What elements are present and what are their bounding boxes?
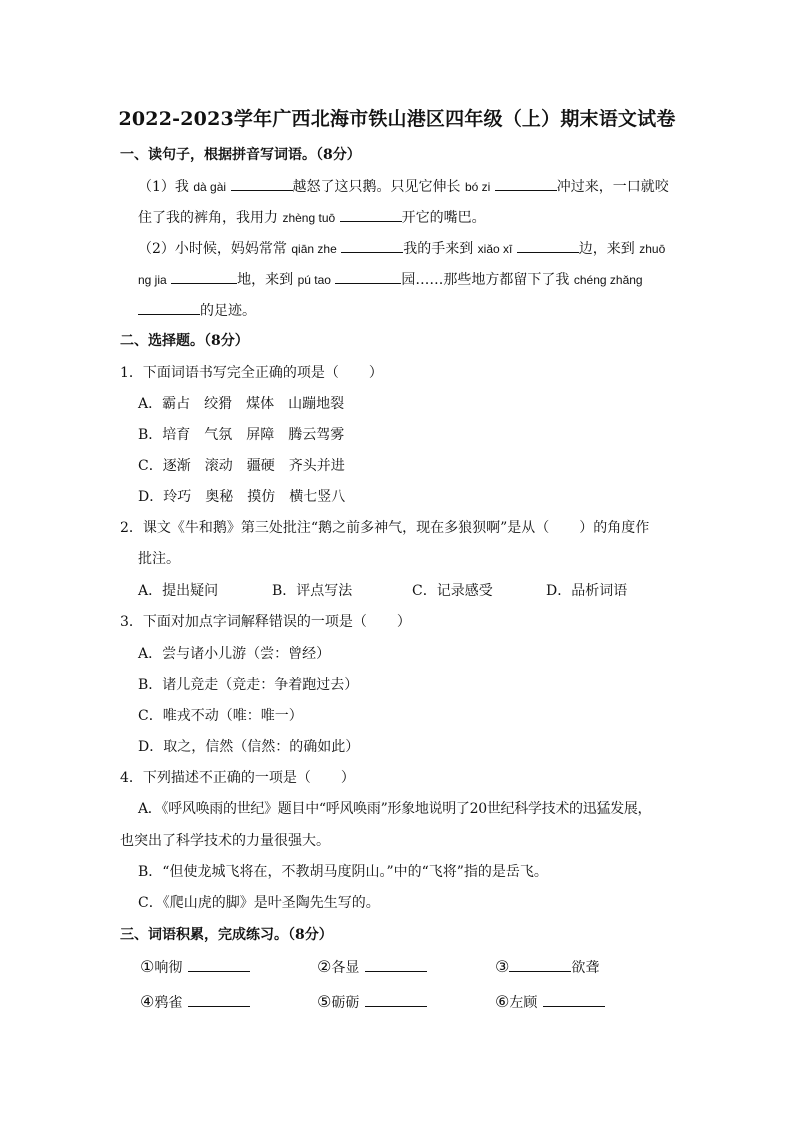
answer-blank[interactable]	[543, 993, 605, 1007]
pinyin: bó zi	[464, 180, 491, 194]
answer-blank[interactable]	[495, 177, 557, 191]
text: 园……那些地方都留下了我	[401, 272, 570, 288]
answer-blank[interactable]	[171, 270, 237, 284]
item-text: 各显	[331, 960, 360, 976]
q2-option-d: D．品析词语	[546, 583, 628, 599]
answer-blank[interactable]	[509, 958, 571, 972]
pinyin: zhèng tuō	[282, 211, 336, 225]
item-text: 砺砺	[331, 995, 360, 1011]
pinyin: dà gài	[193, 180, 227, 194]
item-text: 响彻	[154, 960, 183, 976]
question-text: ）的角度作	[579, 520, 650, 536]
q2-option-b: B．评点写法	[272, 583, 353, 599]
question-text: 2．课文《牛和鹅》第三处批注“鹅之前多神气，现在多狼狈啊”是从（	[120, 520, 550, 536]
q3-option-c: C．唯戎不动（唯：唯一）	[138, 708, 303, 724]
s1-line-5	[138, 301, 256, 320]
question-text: ）	[368, 365, 383, 381]
question-text: 4．下列描述不正确的一项是（	[120, 770, 311, 786]
idiom-item-5	[317, 993, 427, 1012]
answer-blank[interactable]	[188, 958, 250, 972]
q4-option-c: C．《爬山虎的脚》是叶圣陶先生写的。	[138, 895, 380, 911]
q4-option-a-line-1: A．《呼风唤雨的世纪》题目中“呼风唤雨”形象地说明了20世纪科学技术的迅猛发展，	[138, 801, 652, 817]
s1-line-3	[138, 239, 665, 258]
text: 开它的嘴巴。	[401, 210, 486, 226]
item-number: ⑤	[317, 992, 332, 1011]
s1-line-2	[138, 208, 486, 227]
answer-blank[interactable]	[335, 270, 401, 284]
text: （2）小时候，妈妈常常	[138, 241, 287, 257]
q2-option-a: A．提出疑问	[138, 583, 219, 599]
item-text: 左顾	[509, 995, 538, 1011]
question-text: 1．下面词语书写完全正确的项是（	[120, 365, 339, 381]
item-number: ③	[495, 957, 510, 976]
text: （1）我	[138, 179, 189, 195]
question-text: ）	[340, 770, 355, 786]
question-4	[120, 769, 355, 787]
item-number: ④	[140, 992, 155, 1011]
text: 住了我的裤角，我用力	[138, 210, 278, 226]
text: 边，来到	[578, 241, 635, 257]
q1-option-b: B．培育 气氛 屏障 腾云驾雾	[138, 427, 345, 443]
idiom-item-6	[495, 993, 605, 1012]
text: 冲过来，一口就咬	[556, 179, 669, 195]
pinyin: zhuō	[639, 242, 666, 256]
question-text: 3．下面对加点字词解释错误的一项是（	[120, 614, 367, 630]
answer-blank[interactable]	[365, 958, 427, 972]
idiom-item-1	[140, 958, 250, 977]
q1-option-a: A．霸占 绞猾 煤体 山蹦地裂	[138, 396, 345, 412]
question-3	[120, 613, 411, 631]
text: 的足迹。	[200, 303, 256, 319]
answer-blank[interactable]	[340, 208, 402, 222]
pinyin: xiǎo xī	[477, 242, 513, 256]
question-1	[120, 364, 383, 382]
idiom-item-2	[317, 958, 427, 977]
pinyin: ng jia	[138, 273, 167, 287]
pinyin: chéng zhǎng	[573, 273, 643, 287]
s1-line-1	[138, 177, 669, 196]
item-number: ①	[140, 957, 155, 976]
answer-blank[interactable]	[231, 177, 293, 191]
pinyin: qiān zhe	[291, 242, 337, 256]
answer-blank[interactable]	[341, 239, 403, 253]
text: 越怒了这只鹅。只见它伸长	[292, 179, 461, 195]
q3-option-a: A．尝与诸小儿游（尝：曾经）	[138, 646, 331, 662]
item-text: 鸦雀	[154, 995, 183, 1011]
answer-blank[interactable]	[517, 239, 579, 253]
idiom-item-4	[140, 993, 250, 1012]
question-2	[120, 519, 649, 537]
item-number: ⑥	[495, 992, 510, 1011]
question-text: ）	[396, 614, 411, 630]
q3-option-d: D．取之，信然（信然：的确如此）	[138, 739, 360, 755]
answer-blank[interactable]	[365, 993, 427, 1007]
section-2-heading: 二、选择题。（8分）	[120, 333, 249, 349]
item-number: ②	[317, 957, 332, 976]
s1-line-4	[138, 270, 643, 289]
page-title: 2022-2023学年广西北海市铁山港区四年级（上）期末语文试卷	[118, 108, 676, 130]
q1-option-c: C．逐渐 滚动 疆硬 齐头并进	[138, 458, 345, 474]
q4-option-a-line-2: 也突出了科学技术的力量很强大。	[120, 833, 330, 849]
section-1-heading: 一、读句子，根据拼音写词语。（8分）	[120, 147, 361, 163]
section-3-heading: 三、词语积累，完成练习。（8分）	[120, 927, 333, 943]
item-text: 欲聋	[571, 960, 600, 976]
text: 地，来到	[237, 272, 294, 288]
answer-blank[interactable]	[188, 993, 250, 1007]
q4-option-b: B．“但使龙城飞将在，不教胡马度阴山。”中的“飞将”指的是岳飞。	[138, 864, 548, 880]
q2-option-c: C．记录感受	[412, 583, 493, 599]
q2-continuation: 批注。	[138, 551, 180, 567]
text: 我的手来到	[403, 241, 474, 257]
pinyin: pú tao	[297, 273, 331, 287]
q3-option-b: B．诸儿竞走（竞走：争着跑过去）	[138, 677, 359, 693]
answer-blank[interactable]	[138, 301, 200, 315]
q1-option-d: D．玲巧 奥秘 摸仿 横七竖八	[138, 489, 346, 505]
idiom-item-3	[495, 958, 599, 977]
